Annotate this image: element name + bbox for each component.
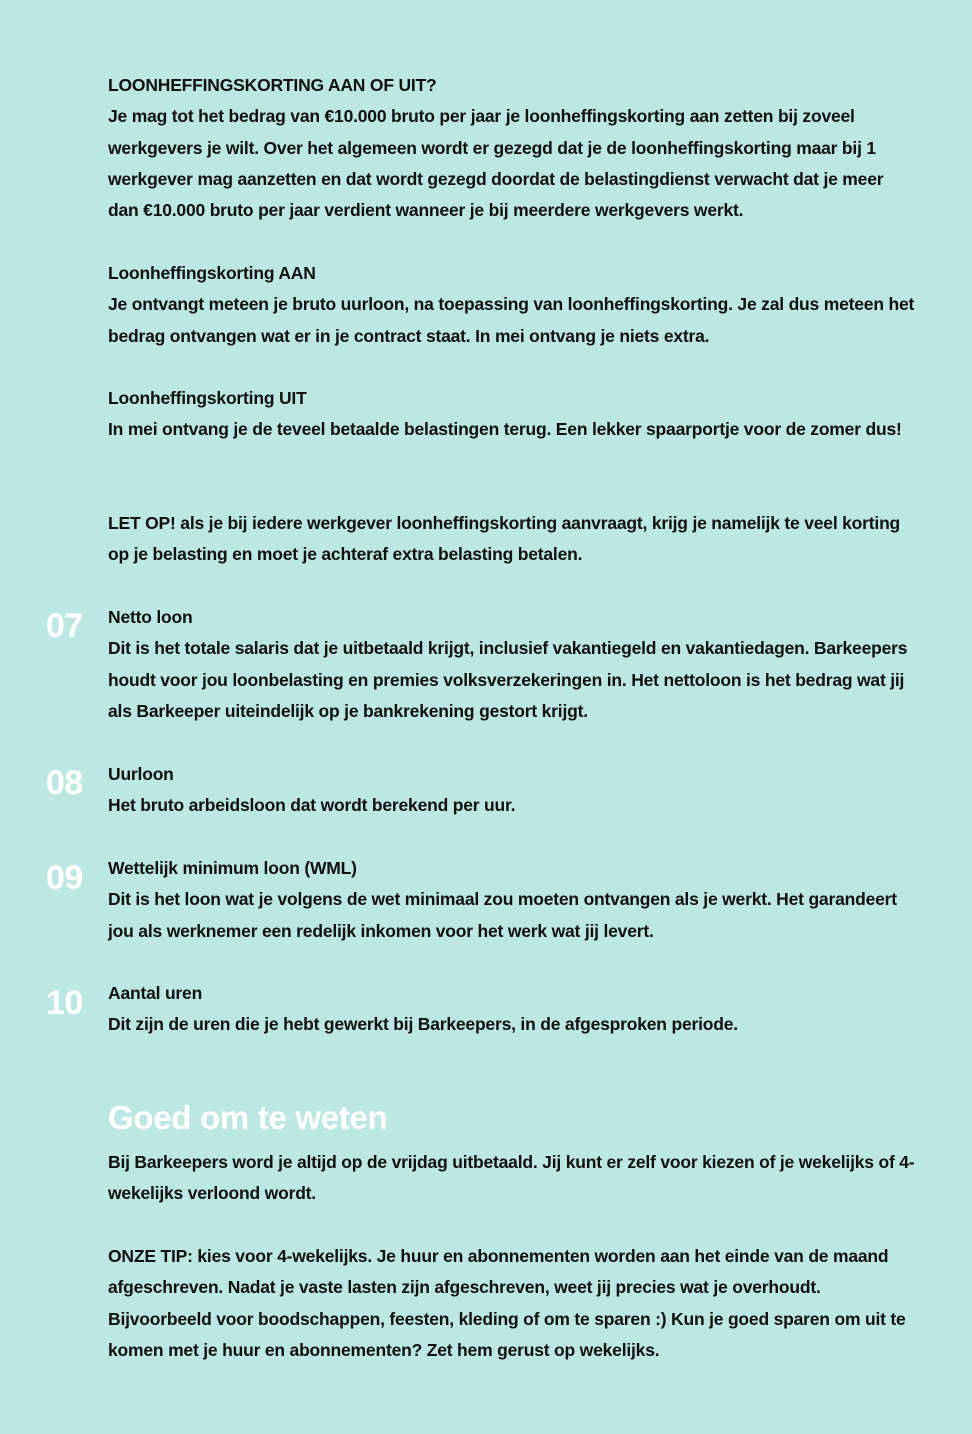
uit-title: Loonheffingskorting UIT: [108, 388, 307, 408]
item-title: Netto loon: [108, 607, 193, 627]
goed-section: [108, 1147, 918, 1210]
goed-text: Bij Barkeepers word je altijd op de vrijdag uitbetaald. Jij kunt er zelf voor kiezen of je wekelijks of 4-wekelijks verloond wordt.: [108, 1152, 915, 1204]
item-netto-loon: [108, 602, 918, 727]
item-wml: [108, 853, 918, 947]
uit-text: In mei ontvang je de teveel betaalde belastingen terug. Een lekker spaarportje voor de zomer dus!: [108, 419, 902, 440]
intro-text: Je mag tot het bedrag van €10.000 bruto per jaar je loonheffingskorting aan zetten bij zoveel werkgevers je wilt. Over het algemeen wordt er gezegd dat je de loonheffingskorting maar bij 1 werkgever mag aanzetten en dat wordt gezegd doordat de belastingdienst verwacht dat je meer dan €10.000 bruto per jaar verdient wanneer je bij meerdere werkgevers werkt.: [108, 106, 884, 221]
aan-section: [108, 258, 918, 352]
item-text: Het bruto arbeidsloon dat wordt berekend per uur.: [108, 795, 516, 816]
tip-text: ONZE TIP: kies voor 4-wekelijks. Je huur en abonnementen worden aan het einde van de maand afgeschreven. Nadat je vaste lasten zijn afgeschreven, weet jij precies wat je overhoudt. Bijvoorbeeld voor boodschappen, feesten, kleding of om te sparen :) Kun je goed sparen om uit te komen met je huur en abonnementen? Zet hem gerust op wekelijks.: [108, 1246, 906, 1360]
item-text: Dit is het loon wat je volgens de wet minimaal zou moeten ontvangen als je werkt. Het garandeert jou als werknemer een redelijk inkomen voor het werk wat jij levert.: [108, 889, 897, 941]
item-number-07: 07: [46, 607, 83, 645]
item-text: Dit is het totale salaris dat je uitbetaald krijgt, inclusief vakantiegeld en vakantiedagen. Barkeepers houdt voor jou loonbelasting en premies volksverzekeringen in. Het nettoloon is het bedrag wat jij als Barkeeper uiteindelijk op je bankrekening gestort krijgt.: [108, 638, 908, 721]
item-text: Dit zijn de uren die je hebt gewerkt bij Barkeepers, in de afgesproken periode.: [108, 1014, 738, 1035]
item-uurloon: [108, 759, 918, 822]
item-number-10: 10: [46, 984, 83, 1022]
aan-text: Je ontvangt meteen je bruto uurloon, na toepassing van loonheffingskorting. Je zal dus meteen het bedrag ontvangen wat er in je contract staat. In mei ontvang je niets extra.: [108, 294, 915, 346]
aan-title: Loonheffingskorting AAN: [108, 263, 316, 283]
intro-title: LOONHEFFINGSKORTING AAN OF UIT?: [108, 75, 437, 95]
item-aantal-uren: [108, 978, 918, 1041]
letop-text: LET OP! als je bij iedere werkgever loonheffingskorting aanvraagt, krijg je namelijk te veel korting op je belasting en moet je achteraf extra belasting betalen.: [108, 513, 901, 565]
item-title: Aantal uren: [108, 983, 203, 1003]
item-number-08: 08: [46, 764, 83, 802]
item-title: Uurloon: [108, 764, 174, 784]
intro-section: [108, 70, 918, 226]
goed-om-te-weten-heading: Goed om te weten: [108, 1099, 388, 1136]
item-title: Wettelijk minimum loon (WML): [108, 858, 357, 878]
item-number-09: 09: [46, 859, 83, 897]
tip-section: [108, 1241, 918, 1366]
letop-section: [108, 508, 918, 571]
uit-section: [108, 383, 918, 446]
